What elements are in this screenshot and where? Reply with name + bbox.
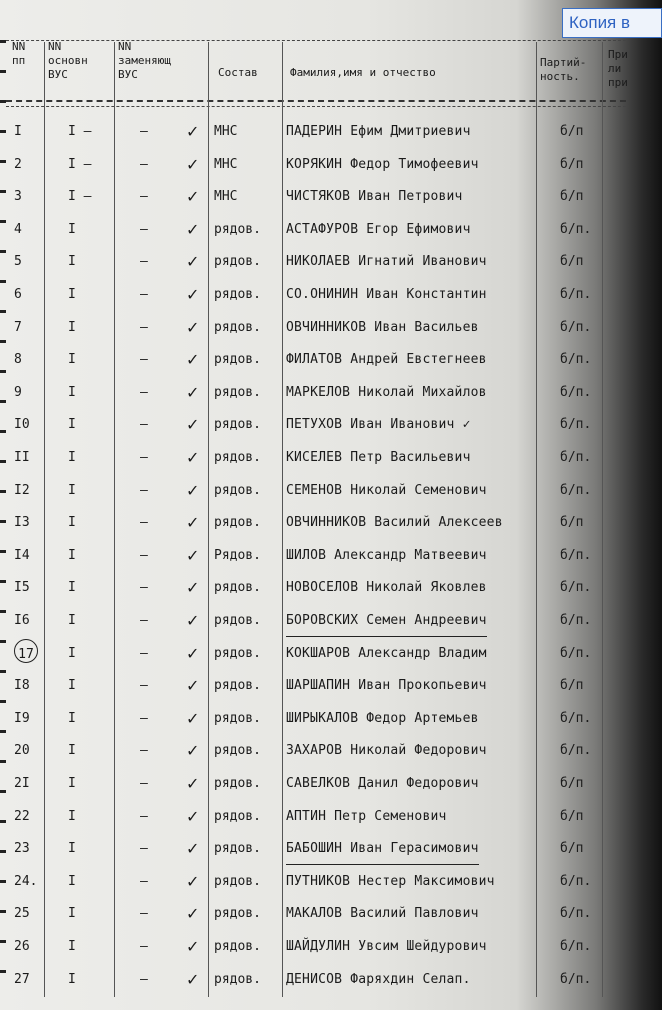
header-top-rule [6, 40, 626, 41]
row-full-name: БАБОШИН Иван Герасимович [286, 834, 479, 865]
row-party: б/п. [560, 580, 592, 596]
row-full-name: ШИРЫКАЛОВ Федор Артемьев [286, 710, 479, 726]
row-party: б/п [560, 124, 584, 139]
row-party: б/п [560, 156, 584, 172]
row-main-vus: I [68, 254, 76, 270]
row-full-name: АСТАФУРОВ Егор Ефимович [286, 221, 471, 237]
header-col-number: NN пп [12, 40, 26, 67]
row-full-name: АПТИН Петр Семенович [286, 808, 447, 824]
row-replacement-vus: – [140, 417, 148, 433]
header-col-extra: При ли при [608, 48, 628, 89]
row-number: 4 [14, 221, 22, 237]
header-col-party: Партий- ность. [540, 56, 587, 83]
row-main-vus: I [68, 873, 76, 889]
row-replacement-vus: – [140, 124, 148, 139]
row-main-vus: I [68, 971, 76, 987]
row-full-name: НОВОСЕЛОВ Николай Яковлев [286, 580, 487, 596]
table-row [0, 802, 662, 832]
row-replacement-vus: – [140, 776, 148, 791]
row-party: б/п. [560, 319, 592, 335]
row-replacement-vus: – [140, 547, 148, 563]
table-row [0, 704, 662, 734]
row-party: б/п [560, 189, 584, 205]
row-party: б/п. [560, 417, 592, 433]
table-row [0, 965, 662, 995]
checkmark-icon: ✓ [186, 839, 200, 859]
checkmark-icon: ✓ [186, 611, 200, 630]
row-replacement-vus: – [140, 710, 148, 726]
table-row [0, 476, 662, 506]
row-main-vus: I [68, 482, 76, 498]
row-full-name: ПЕТУХОВ Иван Иванович ✓ [286, 417, 471, 433]
row-rank: рядов. [214, 971, 261, 987]
row-party: б/п. [560, 450, 592, 465]
checkmark-icon: ✓ [186, 904, 200, 924]
checkmark-icon: ✓ [186, 480, 200, 500]
row-party: б/п. [560, 645, 592, 661]
row-rank: рядов. [214, 906, 261, 922]
row-party: б/п. [560, 221, 592, 237]
row-rank: рядов. [214, 384, 261, 400]
row-party: б/п. [560, 906, 592, 922]
row-full-name: ДЕНИСОВ Фаряхдин Селап. [286, 971, 471, 987]
row-number: I0 [14, 417, 30, 433]
table-row [0, 639, 662, 669]
table-row [0, 541, 662, 571]
row-number: 2I [14, 776, 30, 791]
row-full-name: ФИЛАТОВ Андрей Евстегнеев [286, 352, 487, 368]
row-rank: рядов. [214, 319, 261, 335]
row-rank: рядов. [214, 254, 261, 270]
row-replacement-vus: – [140, 384, 148, 400]
row-replacement-vus: – [140, 841, 148, 857]
row-full-name: САВЕЛКОВ Данил Федорович [286, 776, 479, 791]
header-col-name: Фамилия,имя и отчество [290, 66, 436, 79]
row-full-name: НИКОЛАЕВ Игнатий Иванович [286, 254, 487, 270]
row-number: 9 [14, 384, 22, 400]
checkmark-icon: ✓ [186, 219, 200, 239]
row-replacement-vus: – [140, 482, 148, 498]
row-main-vus: I [68, 710, 76, 726]
row-replacement-vus: – [140, 189, 148, 205]
row-main-vus: I [68, 221, 76, 237]
row-replacement-vus: – [140, 352, 148, 368]
row-number: 17 [14, 639, 42, 670]
table-row [0, 215, 662, 245]
checkmark-icon: ✓ [186, 871, 200, 891]
checkmark-icon: ✓ [186, 285, 200, 304]
checkmark-icon: ✓ [186, 969, 200, 989]
row-replacement-vus: – [140, 808, 148, 824]
table-row [0, 606, 662, 636]
row-number: I2 [14, 482, 30, 498]
table-row [0, 932, 662, 962]
row-full-name: ОВЧИННИКОВ Василий Алексеев [286, 515, 503, 531]
row-replacement-vus: – [140, 156, 148, 172]
table-row [0, 671, 662, 701]
row-main-vus: I – [68, 156, 92, 172]
checkmark-icon: ✓ [186, 252, 200, 272]
table-row [0, 378, 662, 408]
row-main-vus: I [68, 678, 76, 694]
checkmark-icon: ✓ [186, 578, 200, 598]
row-number: I9 [14, 710, 30, 726]
row-number: 3 [14, 189, 22, 205]
row-rank: рядов. [214, 613, 261, 628]
table-row [0, 769, 662, 799]
table-row [0, 867, 662, 897]
row-rank: МНС [214, 189, 238, 205]
row-full-name: ШИЛОВ Александр Матвеевич [286, 547, 487, 563]
row-number: 24. [14, 873, 38, 889]
row-rank: рядов. [214, 515, 261, 531]
row-main-vus: I [68, 417, 76, 433]
row-number: 27 [14, 971, 30, 987]
row-replacement-vus: – [140, 287, 148, 302]
row-number: 22 [14, 808, 30, 824]
row-full-name: ОВЧИННИКОВ Иван Васильев [286, 319, 479, 335]
row-main-vus: I – [68, 189, 92, 205]
row-number: 25 [14, 906, 30, 922]
table-row [0, 508, 662, 538]
row-rank: рядов. [214, 873, 261, 889]
row-main-vus: I [68, 808, 76, 824]
row-rank: рядов. [214, 352, 261, 368]
row-rank: рядов. [214, 450, 261, 465]
checkmark-icon: ✓ [186, 448, 200, 467]
row-party: б/п. [560, 613, 592, 628]
table-row [0, 345, 662, 375]
table-row [0, 410, 662, 440]
row-replacement-vus: – [140, 743, 148, 759]
checkmark-icon: ✓ [186, 806, 200, 826]
row-number: 2 [14, 156, 22, 172]
row-full-name: КОРЯКИН Федор Тимофеевич [286, 156, 479, 172]
row-number: 23 [14, 841, 30, 857]
row-rank: рядов. [214, 221, 261, 237]
row-party: б/п [560, 841, 584, 857]
row-rank: рядов. [214, 776, 261, 791]
checkmark-icon: ✓ [186, 154, 200, 174]
row-replacement-vus: – [140, 580, 148, 596]
row-main-vus: I [68, 743, 76, 759]
row-party: б/п. [560, 939, 592, 954]
row-rank: рядов. [214, 645, 261, 661]
row-replacement-vus: – [140, 613, 148, 628]
row-full-name: БОРОВСКИХ Семен Андреевич [286, 606, 487, 637]
row-main-vus: I [68, 319, 76, 335]
row-full-name: ЗАХАРОВ Николай Федорович [286, 743, 487, 759]
checkmark-icon: ✓ [186, 708, 200, 728]
row-party: б/п. [560, 384, 592, 400]
row-number: I4 [14, 547, 30, 563]
row-rank: рядов. [214, 743, 261, 759]
checkmark-icon: ✓ [186, 937, 200, 956]
row-number: I8 [14, 678, 30, 694]
row-full-name: СО.ОНИНИН Иван Константин [286, 287, 487, 302]
checkmark-icon: ✓ [186, 513, 200, 533]
row-party: б/п [560, 254, 584, 270]
table-row [0, 247, 662, 277]
row-full-name: МАКАЛОВ Василий Павлович [286, 906, 479, 922]
checkmark-icon: ✓ [186, 643, 200, 663]
row-replacement-vus: – [140, 254, 148, 270]
table-row [0, 443, 662, 473]
row-rank: рядов. [214, 482, 261, 498]
header-col-main-vus: NN основн ВУС [48, 40, 88, 81]
row-party: б/п [560, 808, 584, 824]
row-number: 5 [14, 254, 22, 270]
row-main-vus: I [68, 580, 76, 596]
row-full-name: СЕМЕНОВ Николай Семенович [286, 482, 487, 498]
row-main-vus: I [68, 841, 76, 857]
checkmark-icon: ✓ [186, 317, 200, 337]
row-full-name: ШАЙДУЛИН Увсим Шейдурович [286, 939, 487, 954]
row-rank: рядов. [214, 580, 261, 596]
row-main-vus: I [68, 547, 76, 563]
row-number: 20 [14, 743, 30, 759]
row-full-name: ЧИСТЯКОВ Иван Петрович [286, 189, 463, 205]
row-party: б/п [560, 515, 584, 531]
row-full-name: ПУТНИКОВ Нестер Максимович [286, 873, 495, 889]
row-main-vus: I [68, 645, 76, 661]
row-rank: МНС [214, 124, 238, 139]
row-main-vus: I [68, 776, 76, 791]
row-main-vus: I [68, 515, 76, 531]
row-party: б/п. [560, 743, 592, 759]
row-rank: МНС [214, 156, 238, 172]
row-rank: рядов. [214, 841, 261, 857]
row-party: б/п. [560, 710, 592, 726]
row-rank: рядов. [214, 678, 261, 694]
row-number: I [14, 124, 22, 139]
row-rank: Рядов. [214, 547, 261, 563]
row-full-name: МАРКЕЛОВ Николай Михайлов [286, 384, 487, 400]
row-number: 26 [14, 939, 30, 954]
table-row [0, 736, 662, 766]
table-row [0, 280, 662, 310]
row-main-vus: I – [68, 124, 92, 139]
row-replacement-vus: – [140, 221, 148, 237]
table-row [0, 182, 662, 212]
checkmark-icon: ✓ [186, 774, 200, 793]
row-replacement-vus: – [140, 906, 148, 922]
table-row [0, 573, 662, 603]
header-bottom-rule-2 [6, 106, 626, 107]
row-party: б/п. [560, 547, 592, 563]
row-number: I3 [14, 515, 30, 531]
row-number: 8 [14, 352, 22, 368]
checkmark-icon: ✓ [186, 350, 200, 370]
row-replacement-vus: – [140, 678, 148, 694]
row-rank: рядов. [214, 417, 261, 433]
row-number: I6 [14, 613, 30, 628]
row-number: 6 [14, 287, 22, 302]
table-row [0, 117, 662, 147]
row-replacement-vus: – [140, 971, 148, 987]
checkmark-icon: ✓ [186, 741, 200, 761]
row-rank: рядов. [214, 808, 261, 824]
checkmark-icon: ✓ [186, 545, 200, 565]
row-number: II [14, 450, 30, 465]
row-replacement-vus: – [140, 645, 148, 661]
row-main-vus: I [68, 352, 76, 368]
row-full-name: ШАРШАПИН Иван Прокопьевич [286, 678, 487, 694]
header-bottom-rule [6, 100, 626, 102]
row-party: б/п. [560, 352, 592, 368]
row-party: б/п. [560, 971, 592, 987]
checkmark-icon: ✓ [186, 382, 200, 402]
row-party: б/п. [560, 873, 592, 889]
row-main-vus: I [68, 450, 76, 465]
row-party: б/п. [560, 482, 592, 498]
table-row [0, 150, 662, 180]
row-replacement-vus: – [140, 873, 148, 889]
row-full-name: ПАДЕРИН Ефим Дмитриевич [286, 124, 471, 139]
row-main-vus: I [68, 939, 76, 954]
row-rank: рядов. [214, 710, 261, 726]
row-party: б/п. [560, 287, 592, 302]
row-replacement-vus: – [140, 515, 148, 531]
copy-stamp: Копия в [562, 8, 662, 38]
table-row [0, 899, 662, 929]
checkmark-icon: ✓ [186, 676, 200, 696]
row-main-vus: I [68, 613, 76, 628]
checkmark-icon: ✓ [186, 415, 200, 435]
row-main-vus: I [68, 287, 76, 302]
header-col-replacement-vus: NN заменяющ ВУС [118, 40, 171, 81]
row-party: б/п [560, 776, 584, 791]
row-main-vus: I [68, 906, 76, 922]
checkmark-icon: ✓ [186, 122, 200, 141]
row-rank: рядов. [214, 939, 261, 954]
row-rank: рядов. [214, 287, 261, 302]
row-replacement-vus: – [140, 450, 148, 465]
row-party: б/п [560, 678, 584, 694]
row-full-name: КИСЕЛЕВ Петр Васильевич [286, 450, 471, 465]
row-main-vus: I [68, 384, 76, 400]
row-number: I5 [14, 580, 30, 596]
table-row [0, 834, 662, 864]
row-replacement-vus: – [140, 319, 148, 335]
row-replacement-vus: – [140, 939, 148, 954]
header-col-rank: Состав [218, 66, 258, 79]
row-number: 7 [14, 319, 22, 335]
row-full-name: КОКШАРОВ Александр Владим [286, 645, 487, 661]
checkmark-icon: ✓ [186, 187, 200, 207]
table-row [0, 313, 662, 343]
